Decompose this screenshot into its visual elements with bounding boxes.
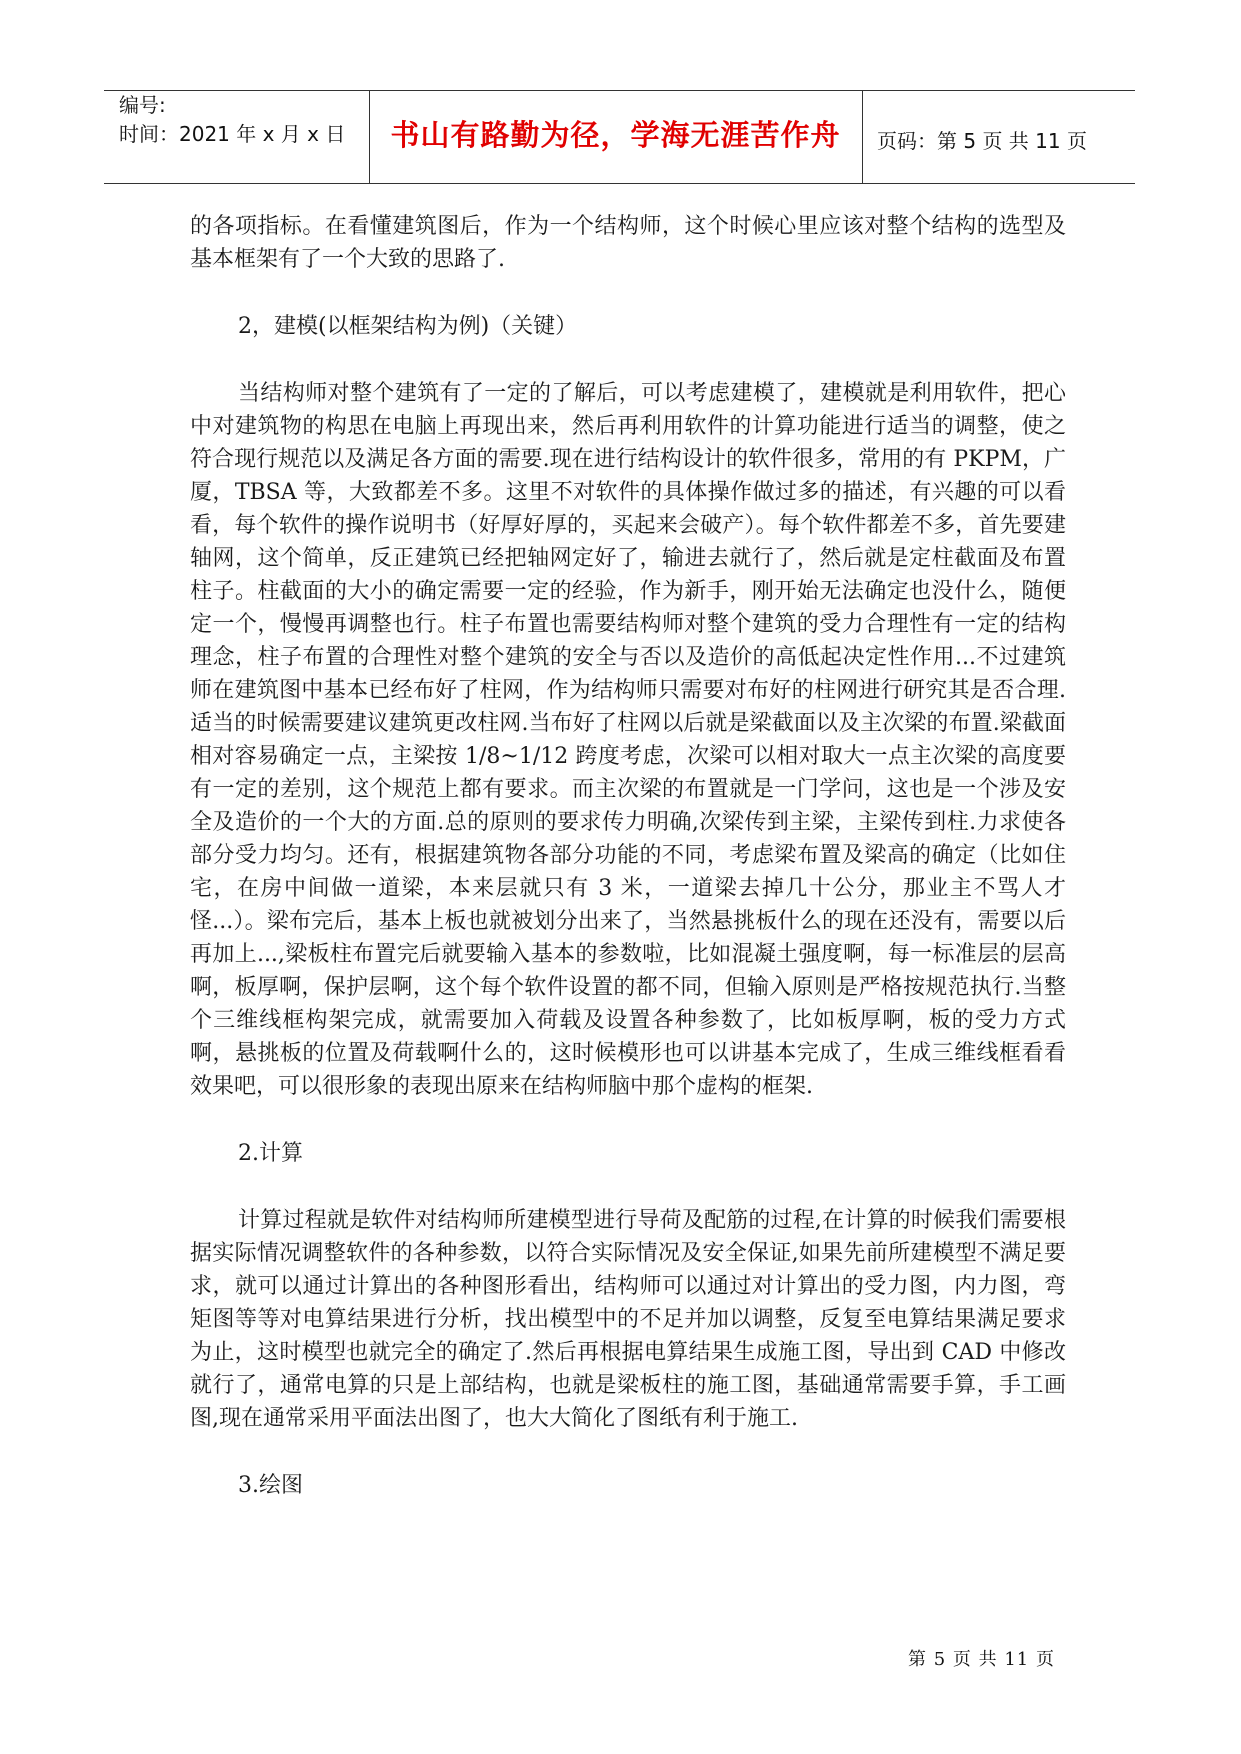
time-label: 时间：2021 年 x 月 x 日	[119, 122, 346, 146]
intro-paragraph: 的各项指标。在看懂建筑图后，作为一个结构师，这个时候心里应该对整个结构的选型及基本框架有了一个大致的思路了.	[190, 214, 1066, 272]
calculation-paragraph: 计算过程就是软件对结构师所建模型进行导荷及配筋的过程,在计算的时候我们需要根据实际情况调整软件的各种参数，以符合实际情况及安全保证,如果先前所建模型不满足要求，就可以通过计算出的各种图形看出，结构师可以通过对计算出的受力图，内力图，弯矩图等等对电算结果进行分析，找出模型中的不足并加以调整，反复至电算结果满足要求为止，这时模型也就完全的确定了.然后再根据电算结果生成施工图，导出到 CAD 中修改就行了，通常电算的只是上部结构，也就是梁板柱的施工图，基础通常需要手算，手工画图,现在通常采用平面法出图了，也大大简化了图纸有利于施工.	[190, 1208, 1066, 1431]
section-heading-calculation: 2.计算	[238, 1141, 303, 1166]
number-label: 编号:	[119, 93, 166, 117]
header-divider	[862, 90, 863, 183]
header-bottom-rule	[104, 183, 1135, 184]
header-page-label: 页码：第 5 页 共 11 页	[877, 129, 1087, 153]
document-body	[190, 210, 1066, 1502]
section-heading-drawing: 3.绘图	[238, 1473, 303, 1498]
header-motto: 书山有路勤为径，学海无涯苦作舟	[390, 118, 841, 152]
page-footer: 第 5 页 共 11 页	[908, 1649, 1055, 1670]
modeling-paragraph: 当结构师对整个建筑有了一定的了解后，可以考虑建模了，建模就是利用软件，把心中对建筑物的构思在电脑上再现出来，然后再利用软件的计算功能进行适当的调整，使之符合现行规范以及满足各方面的需要.现在进行结构设计的软件很多，常用的有 PKPM，广厦，TBSA 等，大致都差不多。这里不对软件的具体操作做过多的描述，有兴趣的可以看看，每个软件的操作说明书（好厚好厚的，买起来会破产）。每个软件都差不多，首先要建轴网，这个简单，反正建筑已经把轴网定好了，输进去就行了，然后就是定柱截面及布置柱子。柱截面的大小的确定需要一定的经验，作为新手，刚开始无法确定也没什么，随便定一个，慢慢再调整也行。柱子布置也需要结构师对整个建筑的受力合理性有一定的结构理念，柱子布置的合理性对整个建筑的安全与否以及造价的高低起决定性作用...不过建筑师在建筑图中基本已经布好了柱网，作为结构师只需要对布好的柱网进行研究其是否合理.适当的时候需要建议建筑更改柱网.当布好了柱网以后就是梁截面以及主次梁的布置.梁截面相对容易确定一点，主梁按 1/8~1/12 跨度考虑，次梁可以相对取大一点主次梁的高度要有一定的差别，这个规范上都有要求。而主次梁的布置就是一门学问，这也是一个涉及安全及造价的一个大的方面.总的原则的要求传力明确,次梁传到主梁，主梁传到柱.力求使各部分受力均匀。还有，根据建筑物各部分功能的不同，考虑梁布置及梁高的确定（比如住宅，在房中间做一道梁，本来层就只有 3 米，一道梁去掉几十公分，那业主不骂人才怪...）。梁布完后，基本上板也就被划分出来了，当然悬挑板什么的现在还没有，需要以后再加上...,梁板柱布置完后就要输入基本的参数啦，比如混凝土强度啊，每一标准层的层高啊，板厚啊，保护层啊，这个每个软件设置的都不同，但输入原则是严格按规范执行.当整个三维线框构架完成，就需要加入荷载及设置各种参数了，比如板厚啊，板的受力方式啊，悬挑板的位置及荷载啊什么的，这时候模形也可以讲基本完成了，生成三维线框看看效果吧，可以很形象的表现出原来在结构师脑中那个虚构的框架.	[190, 381, 1066, 1099]
section-heading-modeling: 2，建模(以框架结构为例)（关键）	[238, 314, 578, 339]
header-meta	[119, 91, 345, 149]
